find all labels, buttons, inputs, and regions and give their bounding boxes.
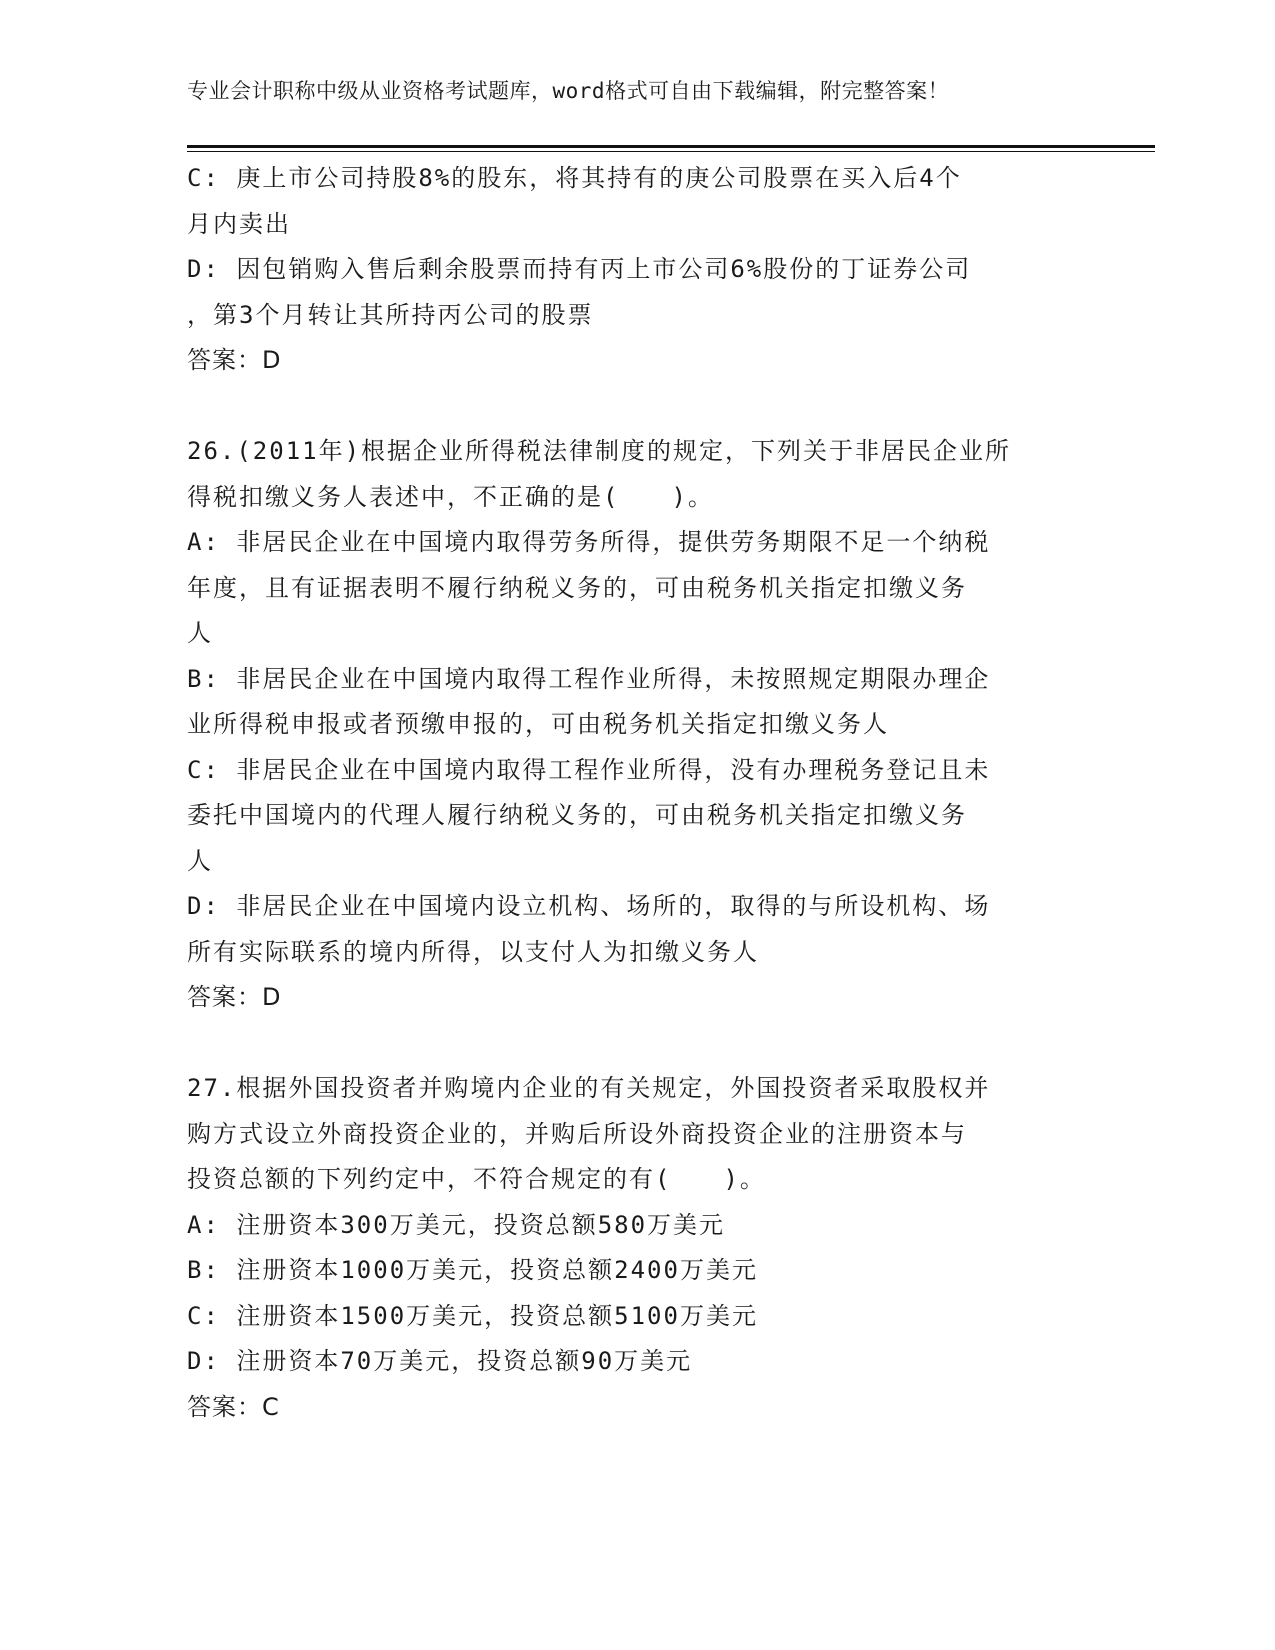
option-line: B: 非居民企业在中国境内取得工程作业所得，未按照规定期限办理企: [187, 664, 991, 693]
option-d: [187, 247, 1087, 338]
option-line: 月内卖出: [187, 209, 291, 238]
stem-line: 26.(2011年)根据企业所得税法律制度的规定，下列关于非居民企业所: [187, 437, 1012, 465]
question-27: [187, 1066, 1087, 1430]
question-26: [187, 429, 1087, 1021]
document-body: [187, 156, 1087, 1430]
option-c: [187, 156, 1087, 247]
option-b: [187, 657, 1087, 748]
question-25-continued: [187, 156, 1087, 384]
option-c: [187, 1294, 1087, 1340]
option-line: 人: [187, 619, 213, 647]
stem-line: 购方式设立外商投资企业的，并购后所设外商投资企业的注册资本与: [187, 1119, 967, 1148]
stem-line: 27.根据外国投资者并购境内企业的有关规定，外国投资者采取股权并: [187, 1074, 991, 1102]
option-line: ，第3个月转让其所持丙公司的股票: [187, 300, 594, 329]
spacer: [187, 384, 1087, 430]
spacer: [187, 1021, 1087, 1067]
option-line: D: 注册资本70万美元，投资总额90万美元: [187, 1347, 693, 1375]
question-stem: [187, 1066, 1087, 1203]
option-line: 人: [187, 846, 213, 875]
option-line: A: 非居民企业在中国境内取得劳务所得，提供劳务期限不足一个纳税: [187, 528, 991, 556]
answer-label: 答案：D: [187, 346, 282, 374]
option-line: D: 非居民企业在中国境内设立机构、场所的，取得的与所设机构、场: [187, 892, 991, 920]
option-line: 委托中国境内的代理人履行纳税义务的，可由税务机关指定扣缴义务: [187, 801, 967, 829]
stem-line: 得税扣缴义务人表述中，不正确的是( )。: [187, 482, 714, 511]
stem-line: 投资总额的下列约定中，不符合规定的有( )。: [187, 1165, 766, 1193]
option-line: 业所得税申报或者预缴申报的，可由税务机关指定扣缴义务人: [187, 710, 889, 738]
option-b: [187, 1248, 1087, 1294]
question-stem: [187, 429, 1087, 520]
answer-label: 答案：D: [187, 983, 282, 1011]
option-line: D: 因包销购入售后剩余股票而持有丙上市公司6%股份的丁证券公司: [187, 255, 972, 283]
answer-label: 答案：C: [187, 1392, 280, 1421]
option-line: 所有实际联系的境内所得，以支付人为扣缴义务人: [187, 937, 759, 966]
option-line: C: 庚上市公司持股8%的股东，将其持有的庚公司股票在买入后4个: [187, 164, 962, 192]
option-d: [187, 884, 1087, 975]
option-line: C: 非居民企业在中国境内取得工程作业所得，没有办理税务登记且未: [187, 755, 991, 784]
page-header: 专业会计职称中级从业资格考试题库，word格式可自由下载编辑，附完整答案！: [187, 79, 950, 103]
option-line: 年度，且有证据表明不履行纳税义务的，可由税务机关指定扣缴义务: [187, 573, 967, 602]
option-a: [187, 520, 1087, 657]
option-line: C: 注册资本1500万美元，投资总额5100万美元: [187, 1301, 758, 1330]
option-c: [187, 748, 1087, 885]
header-divider: [187, 145, 1155, 152]
option-d: [187, 1339, 1087, 1385]
option-line: B: 注册资本1000万美元，投资总额2400万美元: [187, 1256, 758, 1284]
option-line: A: 注册资本300万美元，投资总额580万美元: [187, 1210, 726, 1239]
option-a: [187, 1203, 1087, 1249]
